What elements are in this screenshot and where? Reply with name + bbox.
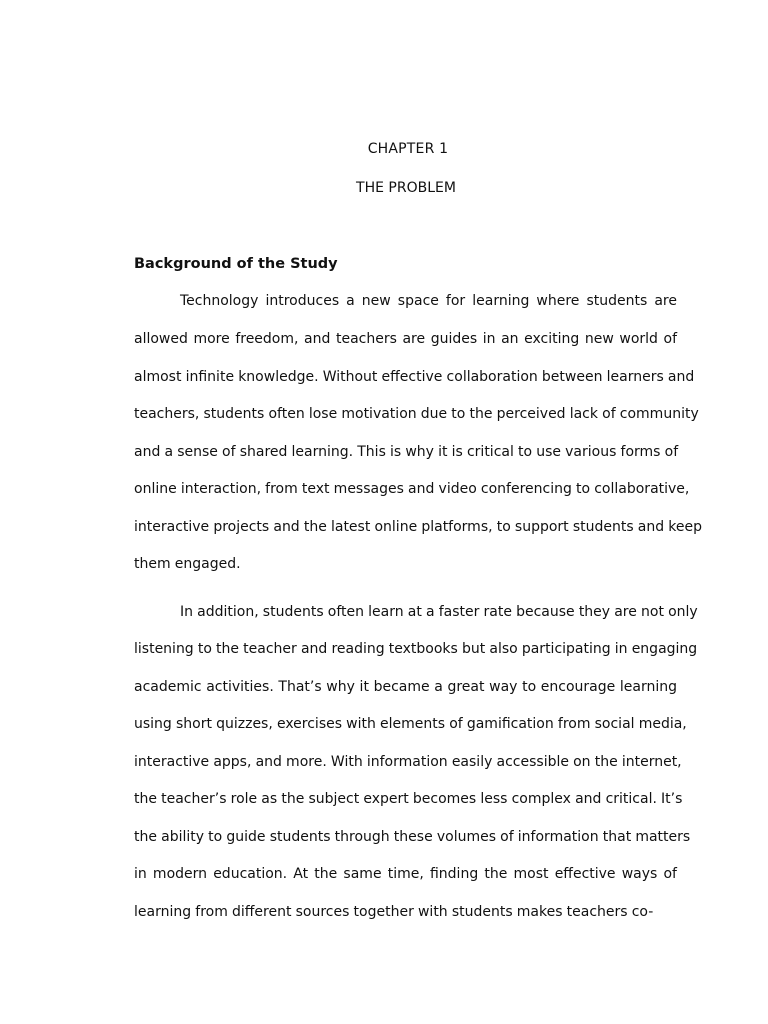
paragraph-1-line: teachers, students often lose motivation due to the perceived lack of community bbox=[134, 406, 699, 422]
paragraph-2-line: using short quizzes, exercises with elements of gamification from social media, bbox=[134, 716, 687, 732]
paragraph-2-line: listening to the teacher and reading textbooks but also participating in engaging bbox=[134, 641, 698, 657]
paragraph-2-line: in modern education. At the same time, finding the most effective ways of bbox=[134, 866, 677, 882]
paragraph-1-line: interactive projects and the latest online platforms, to support students and keep bbox=[134, 519, 702, 535]
paragraph-1-line: and a sense of shared learning. This is why it is critical to use various forms of bbox=[134, 444, 679, 460]
section-heading: Background of the Study bbox=[134, 256, 338, 272]
paragraph-2-line: the ability to guide students through these volumes of information that matters bbox=[134, 829, 691, 845]
paragraph-1-line: online interaction, from text messages and video conferencing to collaborative, bbox=[134, 481, 690, 497]
paragraph-1-line: Technology introduces a new space for learning where students are bbox=[180, 293, 677, 309]
paragraph-2-line: In addition, students often learn at a faster rate because they are not only bbox=[180, 604, 698, 620]
paragraph-2-line: interactive apps, and more. With information easily accessible on the internet, bbox=[134, 754, 682, 770]
paragraph-2-line: learning from different sources together with students makes teachers co- bbox=[134, 904, 654, 920]
paragraph-1-line: them engaged. bbox=[134, 556, 241, 572]
paragraph-1-line: allowed more freedom, and teachers are guides in an exciting new world of bbox=[134, 331, 677, 347]
paragraph-1-line: almost infinite knowledge. Without effective collaboration between learners and bbox=[134, 369, 695, 385]
paragraph-2-line: the teacher’s role as the subject expert becomes less complex and critical. It’s bbox=[134, 791, 683, 807]
chapter-number: CHAPTER 1 bbox=[367, 141, 449, 157]
chapter-title: THE PROBLEM bbox=[356, 180, 456, 196]
paragraph-2-line: academic activities. That’s why it became a great way to encourage learning bbox=[134, 679, 677, 695]
